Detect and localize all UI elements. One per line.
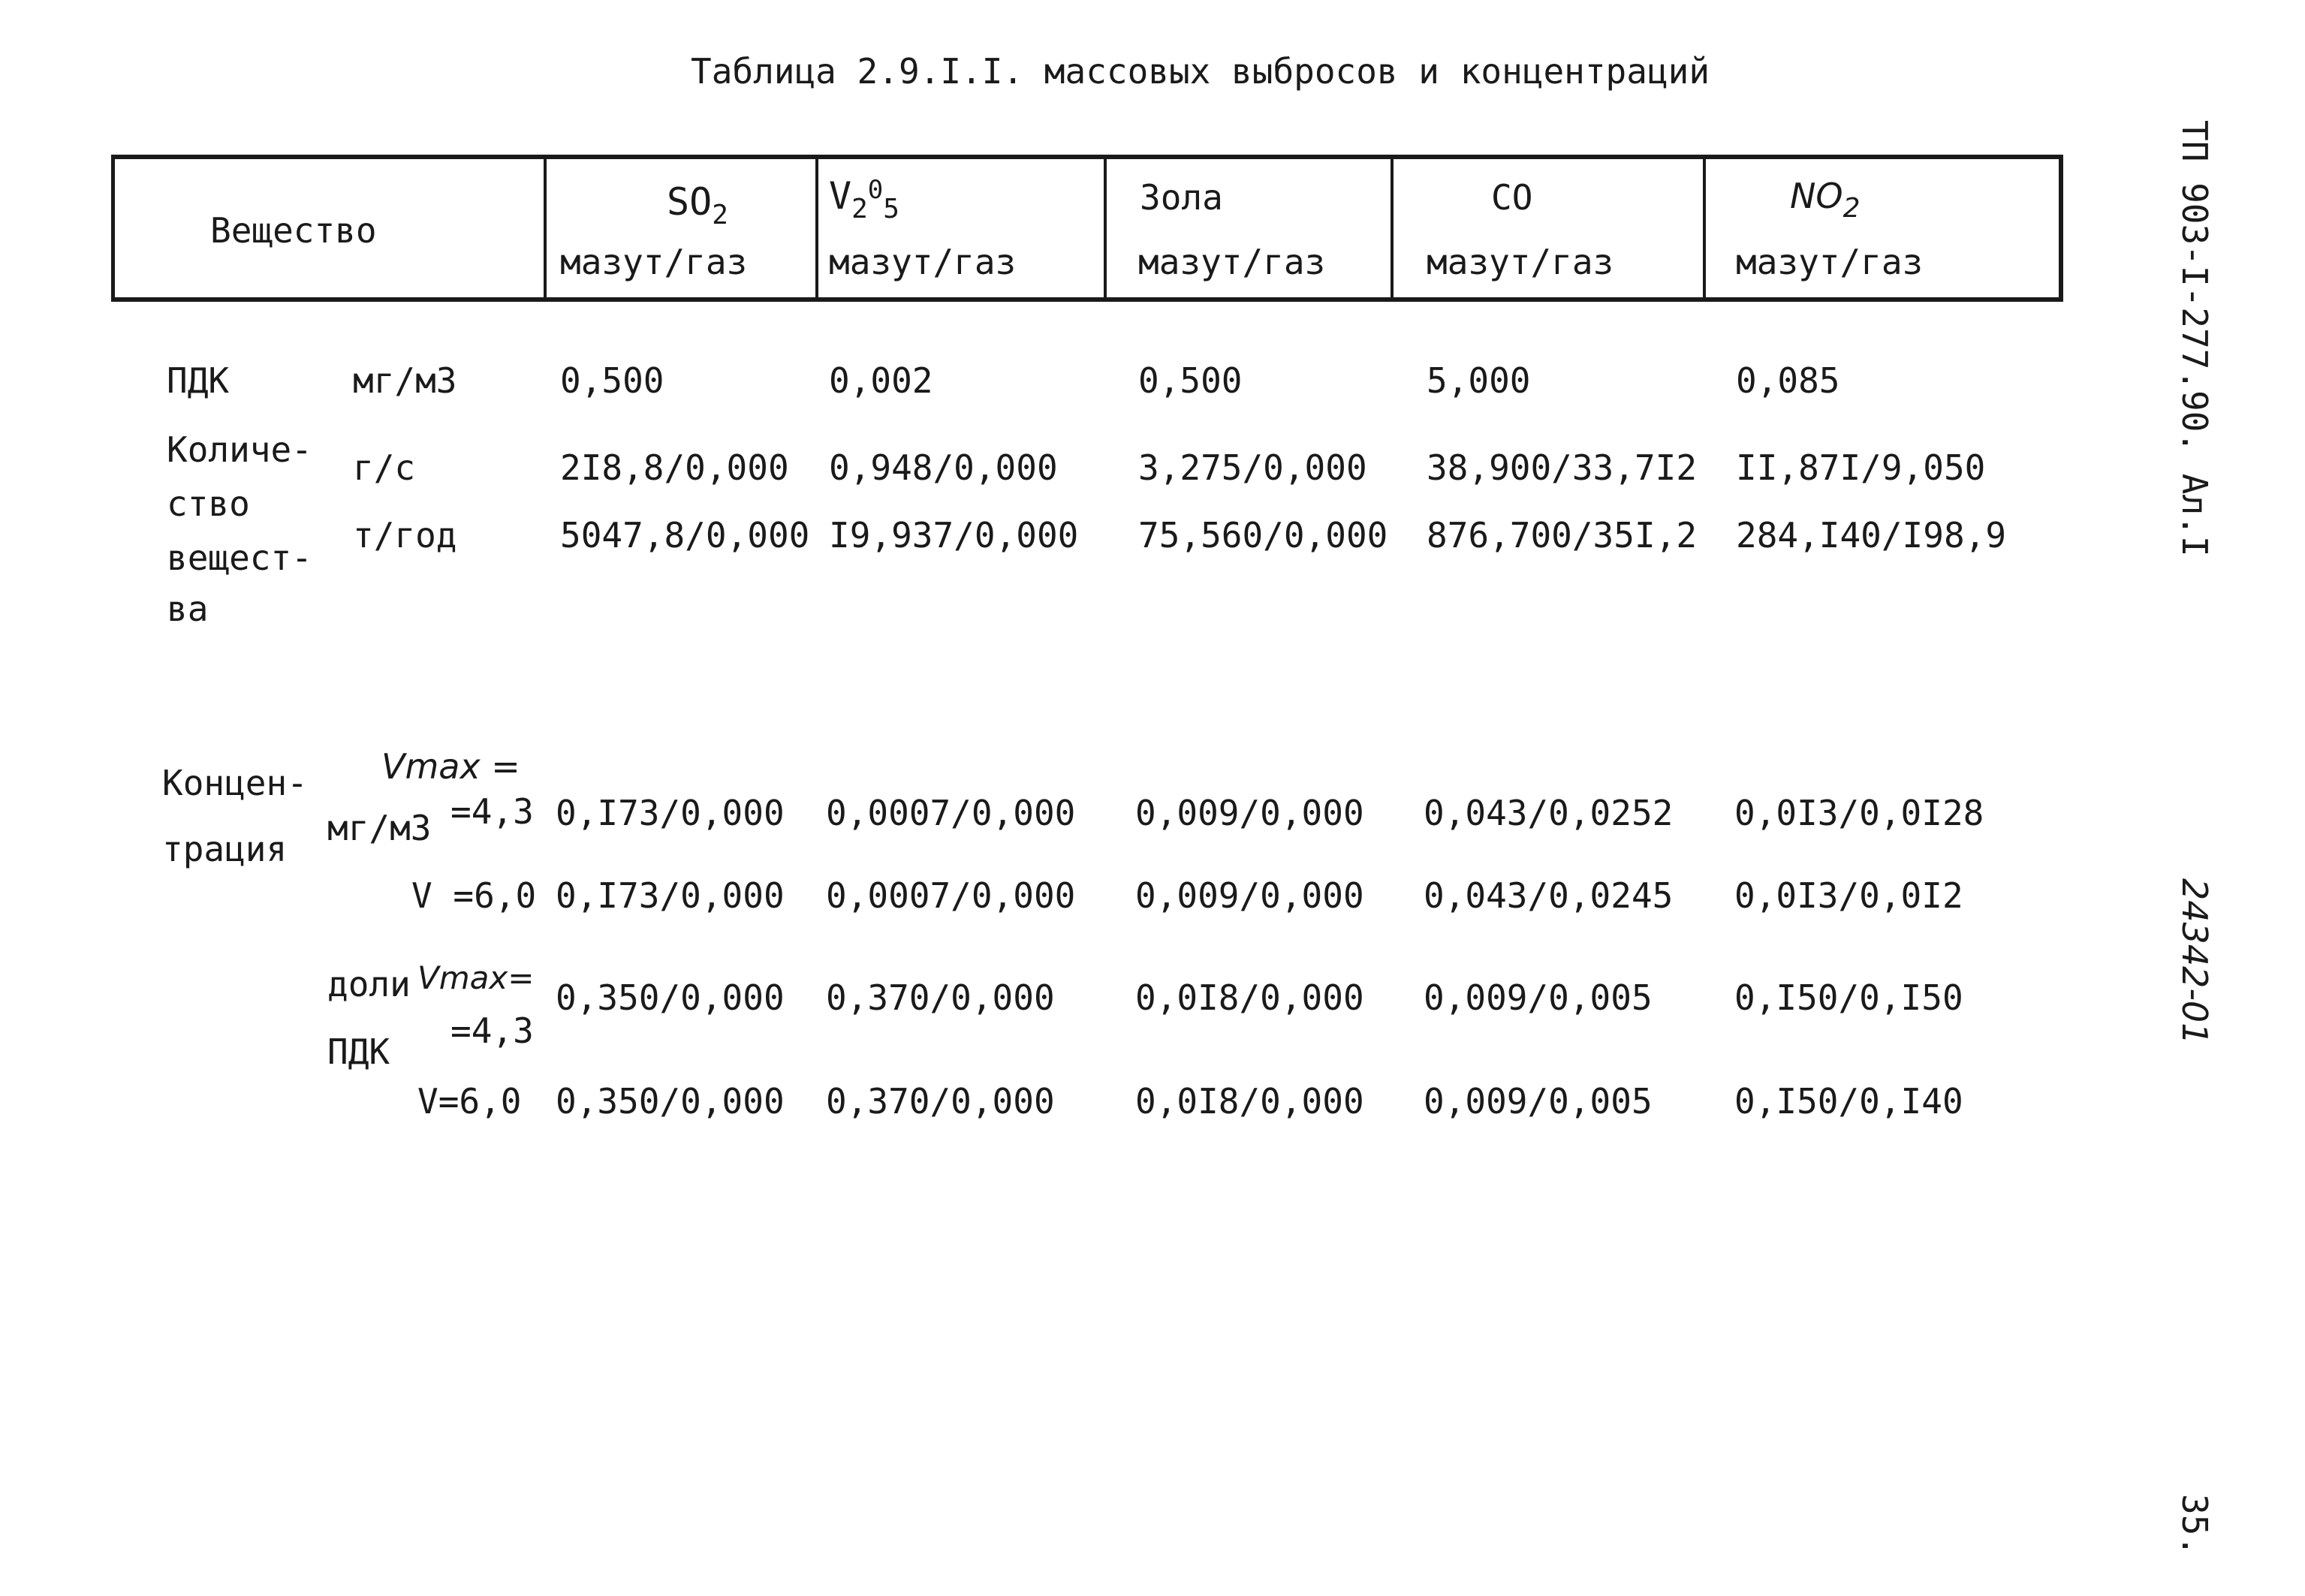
row-label-fractions-pdk: ПДК [327,1031,390,1072]
header-co-formula: CO [1491,177,1533,218]
table-cell: 0,370/0,000 [826,1081,1055,1122]
table-cell: 38,900/33,7I2 [1427,447,1698,488]
table-cell: 0,009/0,005 [1424,1081,1653,1122]
header-no2-formula: $NO_2$ [1790,176,1861,224]
table-cell: 0,009/0,000 [1135,875,1364,916]
table-cell: 0,0I3/0,0I2 [1734,875,1963,916]
document-code: ТП 903-I-277.90. Ал.I [2174,120,2215,557]
table-cell: 0,I50/0,I50 [1734,977,1963,1018]
table-cell: 0,I73/0,000 [556,793,785,833]
header-ash-subtitle: мазут/газ [1138,242,1326,282]
table-cell: 0,350/0,000 [556,977,785,1018]
table-cell: 0,0I8/0,000 [1135,1081,1364,1122]
vmax-label: Vmax = [381,746,520,787]
header-no2-subtitle: мазут/газ [1736,242,1924,282]
row-label-pdk: ПДК [167,360,230,401]
table-cell: 0,948/0,000 [829,447,1058,488]
header-divider [1104,155,1107,302]
v60-label: V =6,0 [411,875,537,916]
table-cell: 75,560/0,000 [1138,515,1388,556]
row-unit-concentration: мг/м3 [327,808,432,848]
header-divider [544,155,547,302]
row-label-concentration: трация [162,829,288,869]
row-unit-ty: т/год [353,515,457,556]
header-v2o5-subtitle: мазут/газ [829,242,1017,282]
table-cell: 0,I50/0,I40 [1734,1081,1963,1122]
table-cell: 5,000 [1427,360,1531,401]
table-cell: II,87I/9,050 [1736,447,1986,488]
header-co-subtitle: мазут/газ [1427,242,1614,282]
row-label-quantity: вещест- [167,538,312,578]
row-label-fractions: доли [327,964,411,1004]
page-number: 35. [2174,1494,2215,1557]
header-divider [1391,155,1394,302]
table-cell: 0,I73/0,000 [556,875,785,916]
v60-label: V=6,0 [417,1081,522,1122]
table-cell: 0,500 [1138,360,1243,401]
table-cell: 0,0007/0,000 [826,875,1076,916]
table-cell: 5047,8/0,000 [560,515,810,556]
table-cell: 0,009/0,000 [1135,793,1364,833]
table-cell: 2I8,8/0,000 [560,447,789,488]
header-divider [815,155,818,302]
table-cell: 284,I40/I98,9 [1736,515,2007,556]
table-cell: 0,085 [1736,360,1840,401]
header-substance-label: Вещество [210,210,377,251]
table-title: Таблица 2.9.I.I. массовых выбросов и концентраций [691,51,1710,92]
table-cell: 0,009/0,005 [1424,977,1653,1018]
v43-label: =4,3 [450,1010,534,1051]
table-cell: 0,0I3/0,0I28 [1734,793,1984,833]
header-v2o5-formula: $V_2^0_5$ [829,174,899,224]
table-cell: 0,370/0,000 [826,977,1055,1018]
table-cell: 0,043/0,0245 [1424,875,1674,916]
v43-label: =4,3 [450,791,534,832]
table-cell: 0,043/0,0252 [1424,793,1674,833]
row-label-concentration: Концен- [162,763,308,803]
table-cell: 3,275/0,000 [1138,447,1367,488]
header-so2-subtitle: мазут/газ [560,242,748,282]
row-unit-pdk: мг/м3 [353,360,457,401]
row-label-quantity: Количе- [167,429,312,470]
table-cell: 0,0I8/0,000 [1135,977,1364,1018]
inventory-number: 24342-01 [2174,878,2215,1045]
vmax-label: Vmax= [417,959,535,996]
row-label-quantity: ва [167,589,209,629]
table-cell: 0,002 [829,360,933,401]
header-ash-formula: Зола [1140,177,1223,218]
table-cell: 0,500 [560,360,664,401]
table-cell: I9,937/0,000 [829,515,1079,556]
table-cell: 0,350/0,000 [556,1081,785,1122]
table-cell: 876,700/35I,2 [1427,515,1698,556]
row-unit-gs: г/с [353,447,416,488]
header-divider [1703,155,1706,302]
table-cell: 0,0007/0,000 [826,793,1076,833]
header-so2-formula: $SO_2$ [667,180,728,230]
row-label-quantity: ство [167,483,250,524]
